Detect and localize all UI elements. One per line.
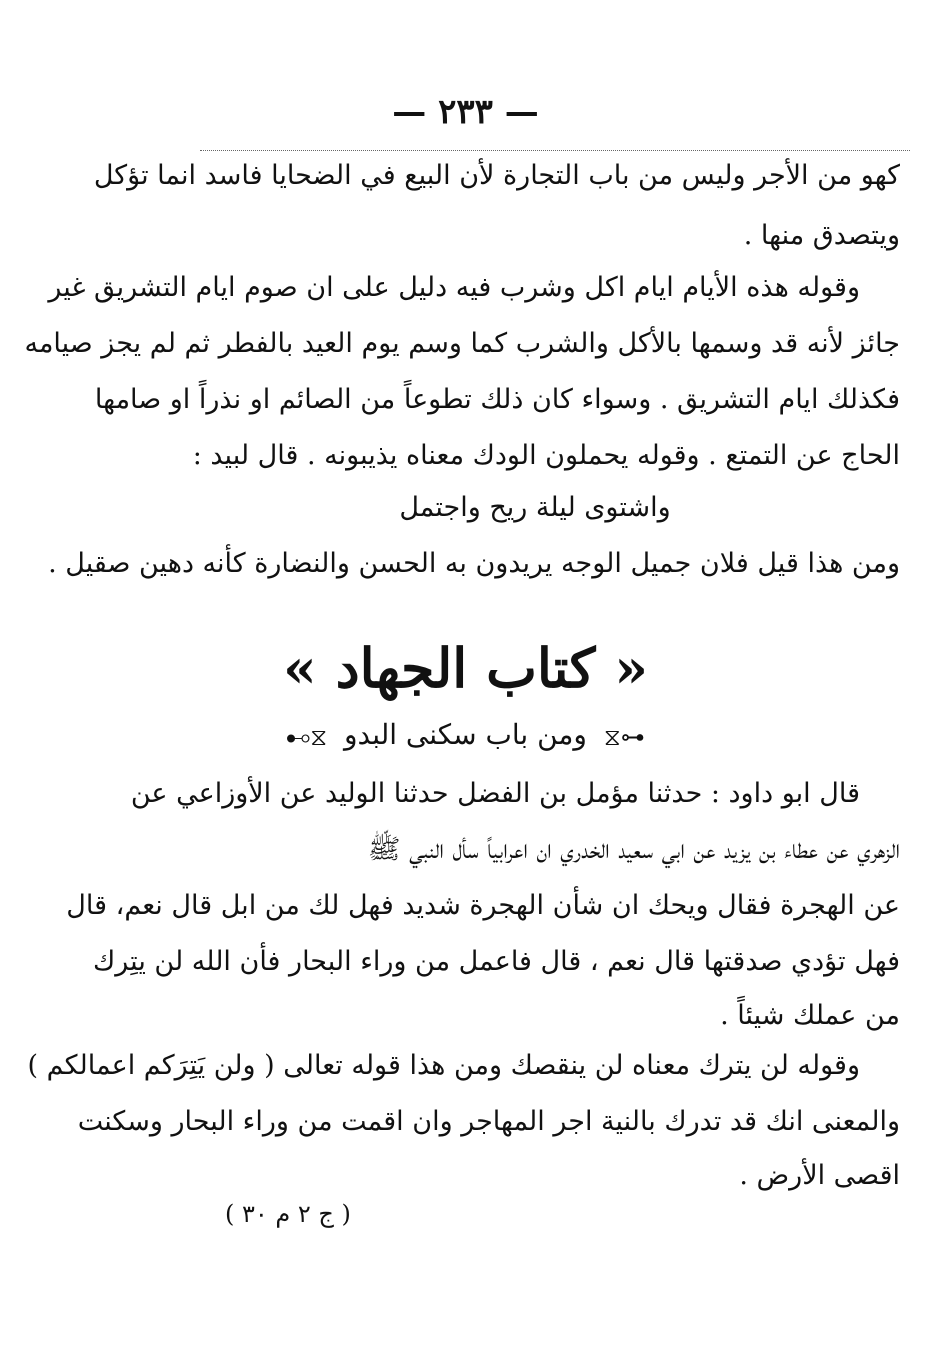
- header-rule: [200, 150, 910, 151]
- page-number: — ٢٣٣ —: [392, 92, 539, 132]
- subtitle-text: ومن باب سكنى البدو: [344, 718, 587, 751]
- text-line: جائز لأنه قد وسمها بالأكل والشرب كما وسم يوم العيد بالفطر ثم لم يجز صيامه: [24, 328, 900, 359]
- text-line: فهل تؤدي صدقتها قال نعم ، قال فاعمل من وراء البحار فأن الله لن يتِرك: [93, 946, 900, 977]
- text-line: الزهري عن عطاء بن يزيد عن ابي سعيد الخدري ان اعرابياً سأل النبي ﷺ: [367, 834, 900, 865]
- text-line: فكذلك ايام التشريق . وسواء كان ذلك تطوعاً من الصائم او نذراً او صامها: [94, 384, 900, 415]
- text-line: وقوله هذه الأيام ايام اكل وشرب فيه دليل على ان صوم ايام التشريق غير: [48, 272, 860, 303]
- text-line: الحاج عن التمتع . وقوله يحملون الودك معناه يذيبونه . قال لبيد :: [192, 440, 900, 471]
- verse-line: واشتوى ليلة ريح واجتمل: [399, 492, 671, 523]
- text-line: اقصى الأرض .: [739, 1160, 900, 1191]
- ornament-left-icon: ⧖⊶: [286, 722, 328, 751]
- ornament-right-icon: ⊷⧖: [603, 722, 645, 751]
- text-line: ومن هذا قيل فلان جميل الوجه يريدون به الحسن والنضارة كأنه دهين صقيل .: [48, 548, 900, 579]
- text-line: وقوله لن يترك معناه لن ينقصك ومن هذا قوله تعالى ( ولن يَتِرَكم اعمالكم ): [27, 1050, 860, 1081]
- text-line: والمعنى انك قد تدرك بالنية اجر المهاجر وان اقمت من وراء البحار وسكنت: [77, 1106, 900, 1137]
- text-line: كهو من الأجر وليس من باب التجارة لأن البيع في الضحايا فاسد انما تؤكل: [93, 160, 900, 191]
- text-line: ويتصدق منها .: [743, 220, 900, 251]
- chapter-title: « كتاب الجهاد »: [283, 636, 648, 700]
- text-line: قال ابو داود : حدثنا مؤمل بن الفضل حدثنا الوليد عن الأوزاعي عن: [130, 778, 860, 809]
- signature-mark: ( ج ٢ م ٣٠ ): [225, 1200, 351, 1228]
- text-line: من عملك شيئاً .: [720, 1000, 900, 1031]
- text-line: عن الهجرة فقال ويحك ان شأن الهجرة شديد فهل لك من ابل قال نعم، قال: [66, 890, 900, 921]
- chapter-subtitle: [0, 718, 931, 751]
